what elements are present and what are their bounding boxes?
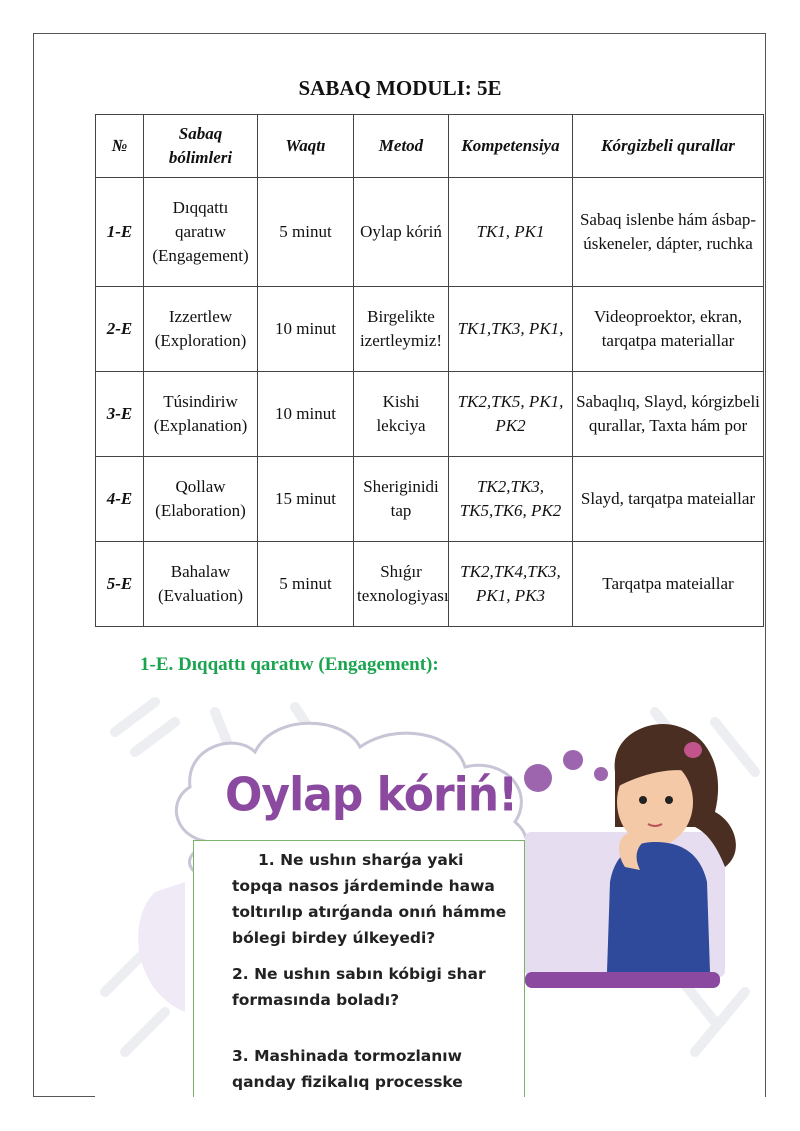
row-time: 5 minut [258,542,354,627]
table-row [96,287,764,372]
row-competency: TK2,TK3, TK5,TK6, PK2 [449,457,573,542]
question-box [193,840,525,1097]
row-section: Bahalaw (Evaluation) [144,542,258,627]
row-time: 10 minut [258,287,354,372]
row-section: Izzertlew (Exploration) [144,287,258,372]
table-row [96,542,764,627]
row-number: 5-E [96,542,144,627]
header-section: Sabaq bólimleri [144,115,258,178]
thought-bubble [563,750,583,770]
row-section: Dıqqattı qaratıw (Engagement) [144,178,258,287]
header-time: Waqtı [258,115,354,178]
banner-title: Oylap kóriń! [225,768,518,823]
row-materials: Sabaqlıq, Slayd, kórgizbeli qurallar, Taxta hám por [573,372,764,457]
section-heading: 1-E. Dıqqattı qaratıw (Engagement): [140,654,439,675]
table-header-row [96,115,764,178]
row-competency: TK2,TK5, PK1, PK2 [449,372,573,457]
row-number: 4-E [96,457,144,542]
row-materials: Slayd, tarqatpa mateiallar [573,457,764,542]
purple-ledge [525,972,720,988]
row-method: Sheriginidi tap [354,457,449,542]
row-competency: TK1,TK3, PK1, [449,287,573,372]
row-number: 2-E [96,287,144,372]
row-number: 1-E [96,178,144,287]
lesson-table [95,114,764,627]
header-number: № [96,115,144,178]
table-row [96,372,764,457]
row-materials: Videoproektor, ekran, tarqatpa materiallar [573,287,764,372]
row-method: Birgelikte izertleymiz! [354,287,449,372]
header-method: Metod [354,115,449,178]
row-section: Túsindiriw (Explanation) [144,372,258,457]
row-method: Shıǵır texnologiyası [354,542,449,627]
thought-bubble [524,764,552,792]
table-row [96,457,764,542]
engagement-illustration [95,692,765,1097]
row-materials: Sabaq islenbe hám ásbap-úskeneler, dápter, ruchka [573,178,764,287]
question-item: 1. Ne ushın sharǵa yaki topqa nasos járdeminde hawa toltırılıp atırǵanda onıń hámme bólegi birdey úlkeyedi? [232,851,507,947]
row-competency: TK1, PK1 [449,178,573,287]
row-method: Oylap kóriń [354,178,449,287]
row-materials: Tarqatpa mateiallar [573,542,764,627]
thought-cloud-shadow [138,882,185,1012]
row-method: Kishi lekciya [354,372,449,457]
thought-bubble [594,767,608,781]
row-time: 15 minut [258,457,354,542]
row-competency: TK2,TK4,TK3, PK1, PK3 [449,542,573,627]
question-item: 2. Ne ushın sabın kóbigi shar formasında boladı? [232,965,486,1009]
document-title: SABAQ MODULI: 5E [298,76,502,100]
row-time: 10 minut [258,372,354,457]
header-competency: Kompetensiya [449,115,573,178]
header-materials: Kórgizbeli qurallar [573,115,764,178]
question-item: 3. Mashinada tormozlanıw qanday fizikalıq processke [232,1047,463,1091]
row-section: Qollaw (Elaboration) [144,457,258,542]
table-row [96,178,764,287]
row-number: 3-E [96,372,144,457]
row-time: 5 minut [258,178,354,287]
